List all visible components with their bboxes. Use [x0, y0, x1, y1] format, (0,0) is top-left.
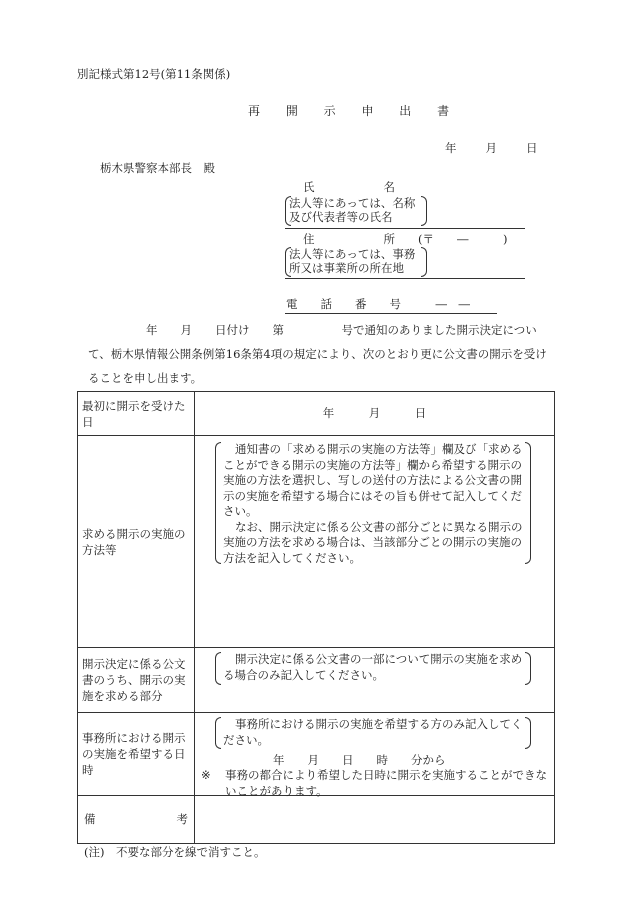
method-note-paragraph-1: 通知書の「求める開示の実施の方法等」欄及び「求めることができる開示の実施の方法等」欄から希望する開示の実施の方法を選択し、写しの送付の方法による公文書の開示の実施を希望する場合にはその旨も併せて記入してください。	[223, 442, 523, 518]
address-note-bracket	[285, 247, 427, 277]
form-reference: 別記様式第12号(第11条関係)	[77, 67, 231, 81]
office-datetime-label: 事務所における開示の実施を希望する日時	[78, 713, 195, 796]
date-line: 年 月 日	[445, 141, 540, 155]
table-row	[78, 796, 555, 844]
remarks-cell[interactable]	[195, 796, 555, 844]
name-note-bracket	[285, 196, 427, 226]
phone-label: 電 話 番 号 ― ―	[286, 297, 470, 311]
office-datetime-note: 事務所における開示の実施を希望する方のみ記入してください。	[223, 717, 523, 747]
table-row	[78, 713, 555, 796]
body-text-line1: 年 月 日付け 第 号で通知のありました開示決定につい	[146, 323, 537, 337]
requested-part-note-bracket	[215, 652, 531, 685]
office-datetime-caution: 事務の都合により希望した日時に開示を実施することができないことがあります。	[225, 768, 547, 798]
requested-part-label: 開示決定に係る公文書のうち、開示の実施を求める部分	[78, 648, 195, 713]
requested-part-note: 開示決定に係る公文書の一部について開示の実施を求める場合のみ記入してください。	[223, 652, 523, 682]
body-text-line2: て、栃木県情報公開条例第16条第4項の規定により、次のとおり更に公文書の開示を受け	[88, 347, 547, 361]
address-label: 住 所 (〒 ― )	[303, 232, 508, 246]
body-text-line3: ることを申し出ます。	[88, 371, 203, 385]
method-note-paragraph-2: なお、開示決定に係る公文書の部分ごとに異なる開示の実施の方法を求める場合は、当該部分ごとの開示の実施の方法を記入してください。	[223, 519, 523, 565]
method-note-bracket	[215, 442, 531, 564]
request-table	[77, 391, 555, 844]
first-disclosure-date-label: 最初に開示を受けた日	[78, 392, 195, 436]
method-cell[interactable]	[195, 436, 555, 648]
table-row	[78, 648, 555, 713]
first-disclosure-date-value: 年 月 日	[322, 406, 427, 421]
caution-mark: ※	[201, 768, 211, 782]
office-datetime-note-bracket	[215, 717, 531, 749]
table-row	[78, 436, 555, 648]
first-disclosure-date-cell[interactable]	[195, 392, 555, 436]
requested-part-cell[interactable]	[195, 648, 555, 713]
footnote: (注) 不要な部分を線で消すこと。	[84, 845, 266, 859]
name-underline	[285, 228, 525, 229]
name-note: 法人等にあっては、名称及び代表者等の氏名	[289, 196, 416, 224]
remarks-label	[78, 796, 195, 844]
address-underline	[285, 278, 525, 279]
method-label: 求める開示の実施の方法等	[78, 436, 195, 648]
addressee: 栃木県警察本部長 殿	[100, 161, 215, 175]
office-datetime-cell[interactable]	[195, 713, 555, 796]
remarks-label-char-2: 考	[176, 812, 188, 826]
office-datetime-value: 年 月 日 時 分から	[273, 753, 446, 767]
table-row	[78, 392, 555, 436]
phone-underline	[285, 313, 497, 314]
name-label: 氏 名	[303, 180, 395, 194]
remarks-label-char-1: 備	[84, 812, 96, 826]
address-note: 法人等にあっては、事務所又は事業所の所在地	[289, 247, 416, 275]
document-title: 再 開 示 申 出 書	[248, 104, 461, 118]
